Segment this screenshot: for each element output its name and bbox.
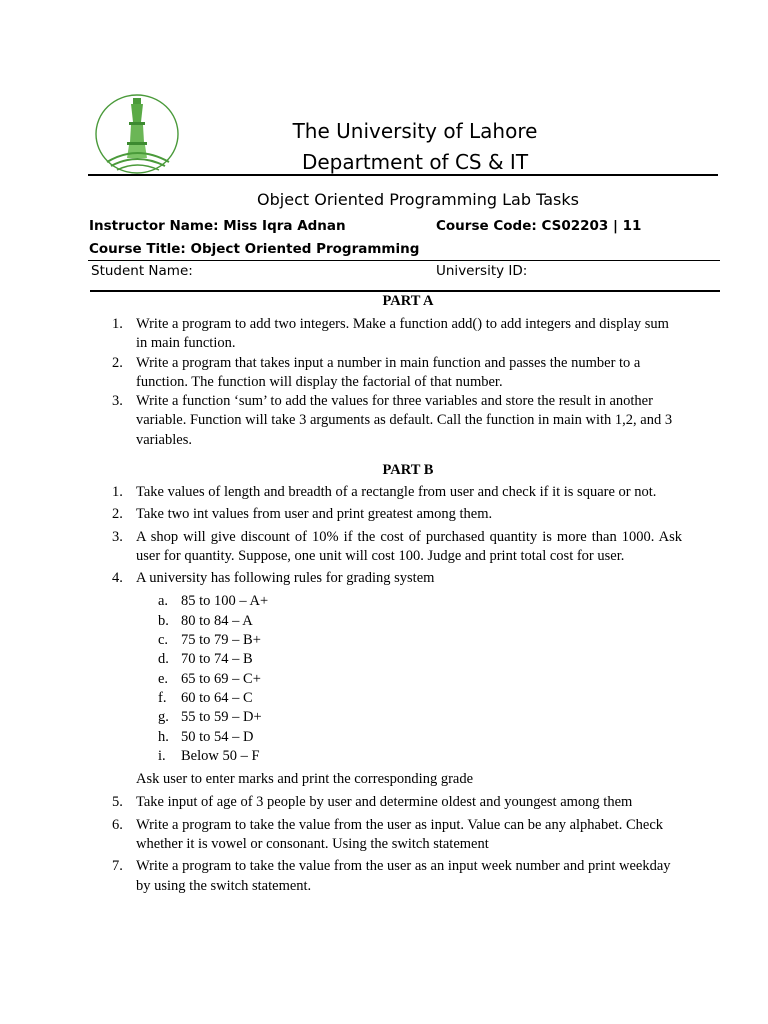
grade-letter: i.: [158, 747, 166, 764]
grade-note: Ask user to enter marks and print the corresponding grade: [136, 771, 474, 788]
list-item: [0, 392, 682, 450]
grade-text: 80 to 84 – A: [181, 612, 253, 629]
item-number: 4.: [112, 570, 123, 587]
part-b-heading: PART B: [382, 462, 434, 478]
course-code: Course Code: CS02203 | 11: [436, 218, 642, 234]
item-number: 5.: [112, 794, 123, 811]
grade-item: [0, 592, 768, 611]
department-title: Department of CS & IT: [301, 150, 529, 174]
item-number: 1.: [112, 316, 123, 332]
grade-item: [0, 728, 768, 747]
grade-letter: f.: [158, 689, 167, 706]
grade-letter: c.: [158, 632, 169, 649]
list-item: [0, 528, 682, 567]
grade-letter: e.: [158, 670, 169, 687]
item-number: 1.: [112, 484, 123, 500]
grade-text: 65 to 69 – C+: [181, 670, 261, 687]
part-b-list: [0, 483, 768, 896]
list-item: [0, 816, 682, 855]
grade-letter: g.: [158, 709, 169, 726]
item-text: Take two int values from user and print greatest among them.: [136, 506, 493, 523]
part-a-list: [0, 315, 768, 450]
item-text: Take input of age of 3 people by user and determine oldest and youngest among them: [136, 794, 633, 811]
item-number: 7.: [112, 858, 123, 875]
grade-text: 50 to 54 – D: [181, 728, 254, 745]
grade-item: [0, 689, 768, 708]
list-item: [0, 483, 682, 502]
grade-text: 55 to 59 – D+: [181, 709, 262, 726]
item-number: 2.: [112, 506, 123, 523]
part-a-heading: PART A: [382, 293, 434, 309]
grade-item: [0, 708, 768, 727]
grade-text: 70 to 74 – B: [181, 651, 253, 668]
item-text: Write a program that takes input a number in main function and passes the number to a function. The function will display the factorial of that number.: [136, 354, 641, 390]
item-text: Write a function ‘sum’ to add the values for three variables and store the result in another variable. Function will take 3 arguments as default. Call the function in main with 1,2, and 3 variables.: [136, 393, 673, 448]
course-title: Course Title: Object Oriented Programming: [89, 241, 420, 257]
list-item: [0, 315, 682, 354]
university-title: The University of Lahore: [292, 119, 538, 143]
list-item: [0, 569, 682, 588]
grade-letter: a.: [158, 593, 169, 610]
item-number: 3.: [112, 528, 123, 545]
item-text: A university has following rules for grading system: [136, 570, 435, 587]
list-item: [0, 505, 682, 524]
info-divider: [88, 260, 720, 261]
header-divider: [88, 174, 718, 176]
grade-letter: b.: [158, 612, 169, 629]
grade-item: [0, 747, 768, 766]
grade-item: [0, 631, 768, 650]
item-text: Write a program to take the value from the user as input. Value can be any alphabet. Check whether it is vowel or consonant. Using the switch statement: [136, 816, 663, 853]
item-text: A shop will give discount of 10% if the cost of purchased quantity is more than 1000. Ask user for quantity. Suppose, one unit will cost 100. Judge and print total cost for user.: [136, 528, 682, 564]
grade-text: Below 50 – F: [181, 747, 260, 764]
item-text: Write a program to take the value from the user as an input week number and print weekday by using the switch statement.: [136, 858, 671, 894]
grade-letter: h.: [158, 728, 169, 745]
grade-item: [0, 650, 768, 669]
list-item: [0, 857, 682, 896]
university-id-label: University ID:: [436, 263, 528, 279]
item-text: Take values of length and breadth of a rectangle from user and check if it is square or not.: [136, 484, 657, 500]
grade-item: [0, 670, 768, 689]
grade-item: [0, 612, 768, 631]
instructor-name: Instructor Name: Miss Iqra Adnan: [89, 218, 346, 234]
list-item: [0, 354, 682, 393]
document-subtitle: Object Oriented Programming Lab Tasks: [257, 190, 579, 209]
grade-letter: d.: [158, 651, 169, 668]
grade-text: 60 to 64 – C: [181, 689, 253, 706]
grade-text: 85 to 100 – A+: [181, 593, 269, 610]
university-logo-icon: [93, 92, 181, 176]
student-name-label: Student Name:: [91, 263, 193, 279]
grade-text: 75 to 79 – B+: [181, 632, 261, 649]
item-text: Write a program to add two integers. Make a function add() to add integers and display sum in main function.: [136, 316, 669, 352]
item-number: 6.: [112, 816, 123, 833]
list-item: [0, 793, 682, 812]
item-number: 2.: [112, 354, 123, 371]
item-number: 3.: [112, 393, 123, 410]
